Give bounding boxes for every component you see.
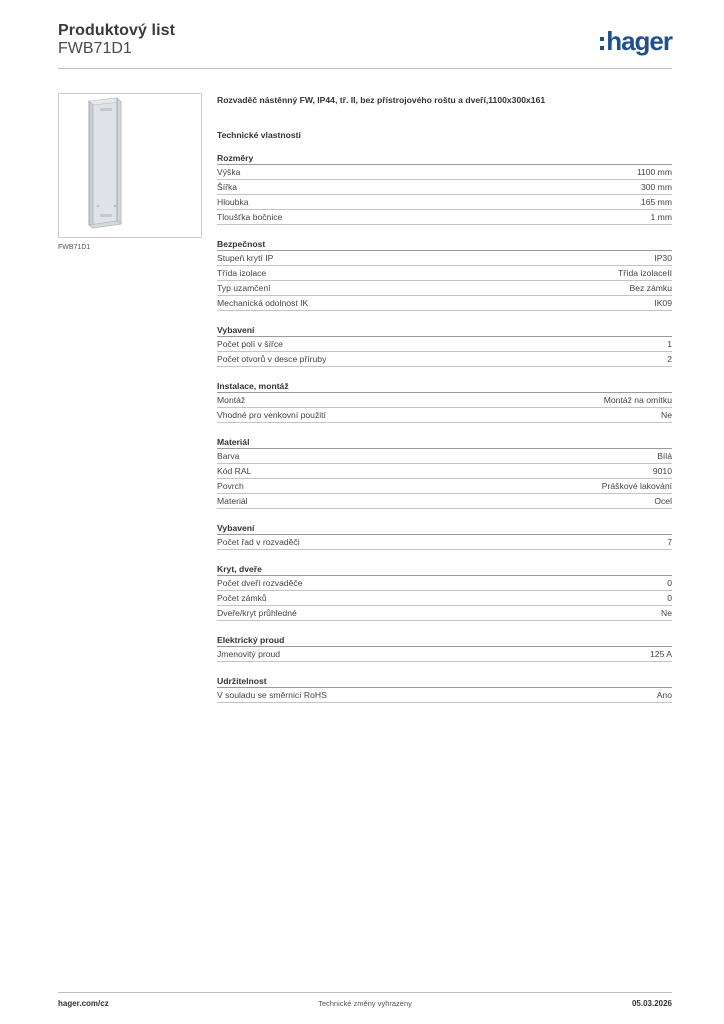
hager-logo (600, 26, 672, 56)
spec-section-title: Elektrický proud (217, 634, 672, 647)
spec-label: Kód RAL (217, 466, 252, 476)
spec-row (217, 464, 672, 479)
spec-row (217, 535, 672, 550)
spec-section (217, 324, 672, 367)
spec-section-title: Rozměry (217, 152, 672, 165)
spec-section (217, 563, 672, 621)
spec-value: 0 (667, 578, 672, 588)
product-description: Rozvaděč nástěnný FW, IP44, tř. II, bez přístrojového roštu a dveří,1100x300x161 (217, 95, 546, 105)
spec-row (217, 352, 672, 367)
spec-row (217, 449, 672, 464)
spec-label: Počet řad v rozvaděči (217, 537, 300, 547)
spec-label: Šířka (217, 182, 238, 192)
specification-sections (217, 152, 672, 703)
spec-value: Práškové lakování (601, 481, 672, 491)
spec-row (217, 210, 672, 225)
spec-row (217, 337, 672, 352)
spec-row (217, 195, 672, 210)
spec-value: Ne (661, 410, 672, 420)
spec-label: Hloubka (217, 197, 249, 207)
spec-value: Ocel (654, 496, 672, 506)
spec-label: Povrch (217, 481, 244, 491)
spec-value: 1 mm (650, 212, 672, 222)
spec-row (217, 408, 672, 423)
spec-row (217, 606, 672, 621)
spec-section-title: Udržitelnost (217, 675, 672, 688)
spec-section-title: Bezpečnost (217, 238, 672, 251)
spec-value: Ne (661, 608, 672, 618)
spec-section-title: Vybavení (217, 324, 672, 337)
spec-section-title: Instalace, montáž (217, 380, 672, 393)
spec-row (217, 494, 672, 509)
spec-section (217, 522, 672, 550)
spec-row (217, 479, 672, 494)
spec-value: 1 (667, 339, 672, 349)
spec-value: IP30 (654, 253, 672, 263)
spec-label: Tloušťka bočnice (217, 212, 283, 222)
spec-row (217, 281, 672, 296)
product-code: FWB71D1 (58, 40, 132, 57)
spec-value: 125 A (650, 649, 672, 659)
spec-label: Mechanická odolnost IK (217, 298, 309, 308)
spec-value: 9010 (652, 466, 672, 476)
spec-section (217, 152, 672, 225)
spec-row (217, 591, 672, 606)
logo-text: hager (606, 26, 672, 56)
spec-value: Třída izolaceII (618, 268, 672, 278)
product-details (217, 95, 672, 703)
spec-label: V souladu se směrnicí RoHS (217, 690, 327, 700)
spec-label: Materiál (217, 496, 248, 506)
spec-label: Vhodné pro venkovní použití (217, 410, 326, 420)
page-footer (58, 992, 672, 1017)
spec-label: Dveře/kryt průhledné (217, 608, 297, 618)
spec-label: Počet polí v šířce (217, 339, 283, 349)
spec-label: Počet otvorů v desce příruby (217, 354, 327, 364)
product-image (58, 93, 202, 238)
spec-label: Počet dveří rozvaděče (217, 578, 303, 588)
spec-section (217, 238, 672, 311)
product-image-caption: FWB71D1 (58, 244, 91, 251)
spec-label: Třída izolace (217, 268, 267, 278)
spec-value: Bez zámku (629, 283, 672, 293)
spec-section (217, 380, 672, 423)
spec-value: Bílá (657, 451, 672, 461)
page-title: Produktový list (58, 22, 176, 39)
footer-disclaimer: Technické změny vyhrazeny (318, 999, 412, 1008)
spec-label: Jmenovitý proud (217, 649, 281, 659)
enclosure-illustration (59, 94, 201, 237)
logo-dots-icon (600, 37, 604, 50)
spec-value: 165 mm (640, 197, 672, 207)
spec-section-title: Kryt, dveře (217, 563, 672, 576)
spec-row (217, 393, 672, 408)
technical-properties-heading: Technické vlastnosti (217, 130, 301, 140)
spec-row (217, 576, 672, 591)
spec-row (217, 647, 672, 662)
spec-section-title: Vybavení (217, 522, 672, 535)
spec-label: Montáž (217, 395, 246, 405)
spec-label: Stupeň krytí IP (217, 253, 274, 263)
spec-row (217, 296, 672, 311)
spec-row (217, 180, 672, 195)
spec-label: Barva (217, 451, 240, 461)
spec-row (217, 688, 672, 703)
spec-row (217, 266, 672, 281)
spec-value: 300 mm (640, 182, 672, 192)
spec-value: Ano (656, 690, 672, 700)
spec-section (217, 675, 672, 703)
spec-row (217, 165, 672, 180)
spec-value: IK09 (654, 298, 672, 308)
spec-section (217, 436, 672, 509)
spec-section-title: Materiál (217, 436, 672, 449)
page-header (58, 20, 672, 69)
spec-value: 7 (667, 537, 672, 547)
spec-value: 0 (667, 593, 672, 603)
spec-value: Montáž na omítku (603, 395, 672, 405)
spec-value: 2 (667, 354, 672, 364)
spec-value: 1100 mm (636, 167, 672, 177)
spec-label: Typ uzamčení (217, 283, 271, 293)
spec-section (217, 634, 672, 662)
spec-label: Počet zámků (217, 593, 267, 603)
footer-date: 05.03.2026 (631, 999, 672, 1008)
footer-website: hager.com/cz (58, 999, 109, 1008)
spec-label: Výška (217, 167, 241, 177)
spec-row (217, 251, 672, 266)
